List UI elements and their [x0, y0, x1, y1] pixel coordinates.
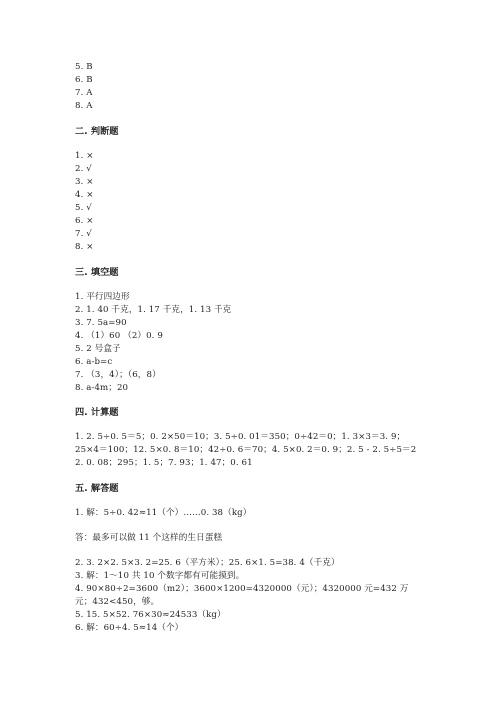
answer-line: 4. ×: [75, 190, 94, 200]
answer-line: 6. ×: [75, 216, 94, 226]
answer-line: 3. ×: [75, 177, 94, 187]
answer-line: 6. 解：60÷4. 5≈14（个）: [75, 623, 184, 633]
answer-line: 元；432<450，够。: [75, 597, 160, 607]
section-heading-true-false: 二. 判断题: [75, 126, 119, 137]
answer-line: 4. （1）60 （2）0. 9: [75, 331, 163, 341]
section-heading-fill-blank: 三. 填空题: [75, 267, 119, 278]
answer-line: 4. 90×80÷2=3600（m2）；3600×1200=4320000（元）；4320000 元=432 万: [75, 584, 409, 594]
answer-line: 2. 1. 40 千克，1. 17 千克，1. 13 千克: [75, 305, 232, 315]
answer-line: 5. 15. 5×52. 76×30≈24533（kg）: [75, 610, 226, 620]
answer-line: 1. 解：5÷0. 42≈11（个）……0. 38（kg）: [75, 508, 252, 518]
answer-line: 1. 平行四边形: [75, 292, 130, 302]
answer-line: 1. ×: [75, 151, 94, 161]
answer-line: 8. A: [75, 101, 93, 111]
answer-line: 7. √: [75, 229, 92, 239]
answer-line: 2. √: [75, 164, 92, 174]
answer-line: 答：最多可以做 11 个这样的生日蛋糕: [75, 533, 223, 543]
answer-line: 8. a-4m；20: [75, 383, 129, 393]
answer-line: 3. 7. 5a=90: [75, 318, 127, 328]
answer-line: 3. 解：1～10 共 10 个数字都有可能摸到。: [75, 571, 245, 581]
answer-line: 5. √: [75, 203, 92, 213]
answer-line: 2. 3. 2×2. 5×3. 2=25. 6（平方米）；25. 6×1. 5=38. 4（千克）: [75, 558, 340, 568]
section-heading-solve: 五. 解答题: [75, 483, 119, 494]
answer-line: 6. B: [75, 75, 93, 85]
answer-line: 6. a-b=c: [75, 357, 113, 367]
answer-line: 1. 2. 5÷0. 5＝5；0. 2×50＝10；3. 5÷0. 01＝350；0÷42＝0；1. 3×3＝3. 9；: [75, 432, 406, 442]
answer-line: 7. （3，4）；（6，8）: [75, 370, 161, 380]
answer-line: 7. A: [75, 88, 93, 98]
answer-line: 8. ×: [75, 242, 94, 252]
answer-line: 2. 0. 08；295；1. 5；7. 93；1. 47；0. 61: [75, 458, 253, 468]
answer-line: 5. B: [75, 62, 93, 72]
answer-line: 25×4＝100；12. 5×0. 8＝10；42÷0. 6＝70；4. 5×0. 2＝0. 9；2. 5 - 2. 5÷5＝2: [75, 445, 417, 455]
answer-line: 5. 2 号盒子: [75, 344, 121, 354]
section-heading-calculation: 四. 计算题: [75, 407, 119, 418]
